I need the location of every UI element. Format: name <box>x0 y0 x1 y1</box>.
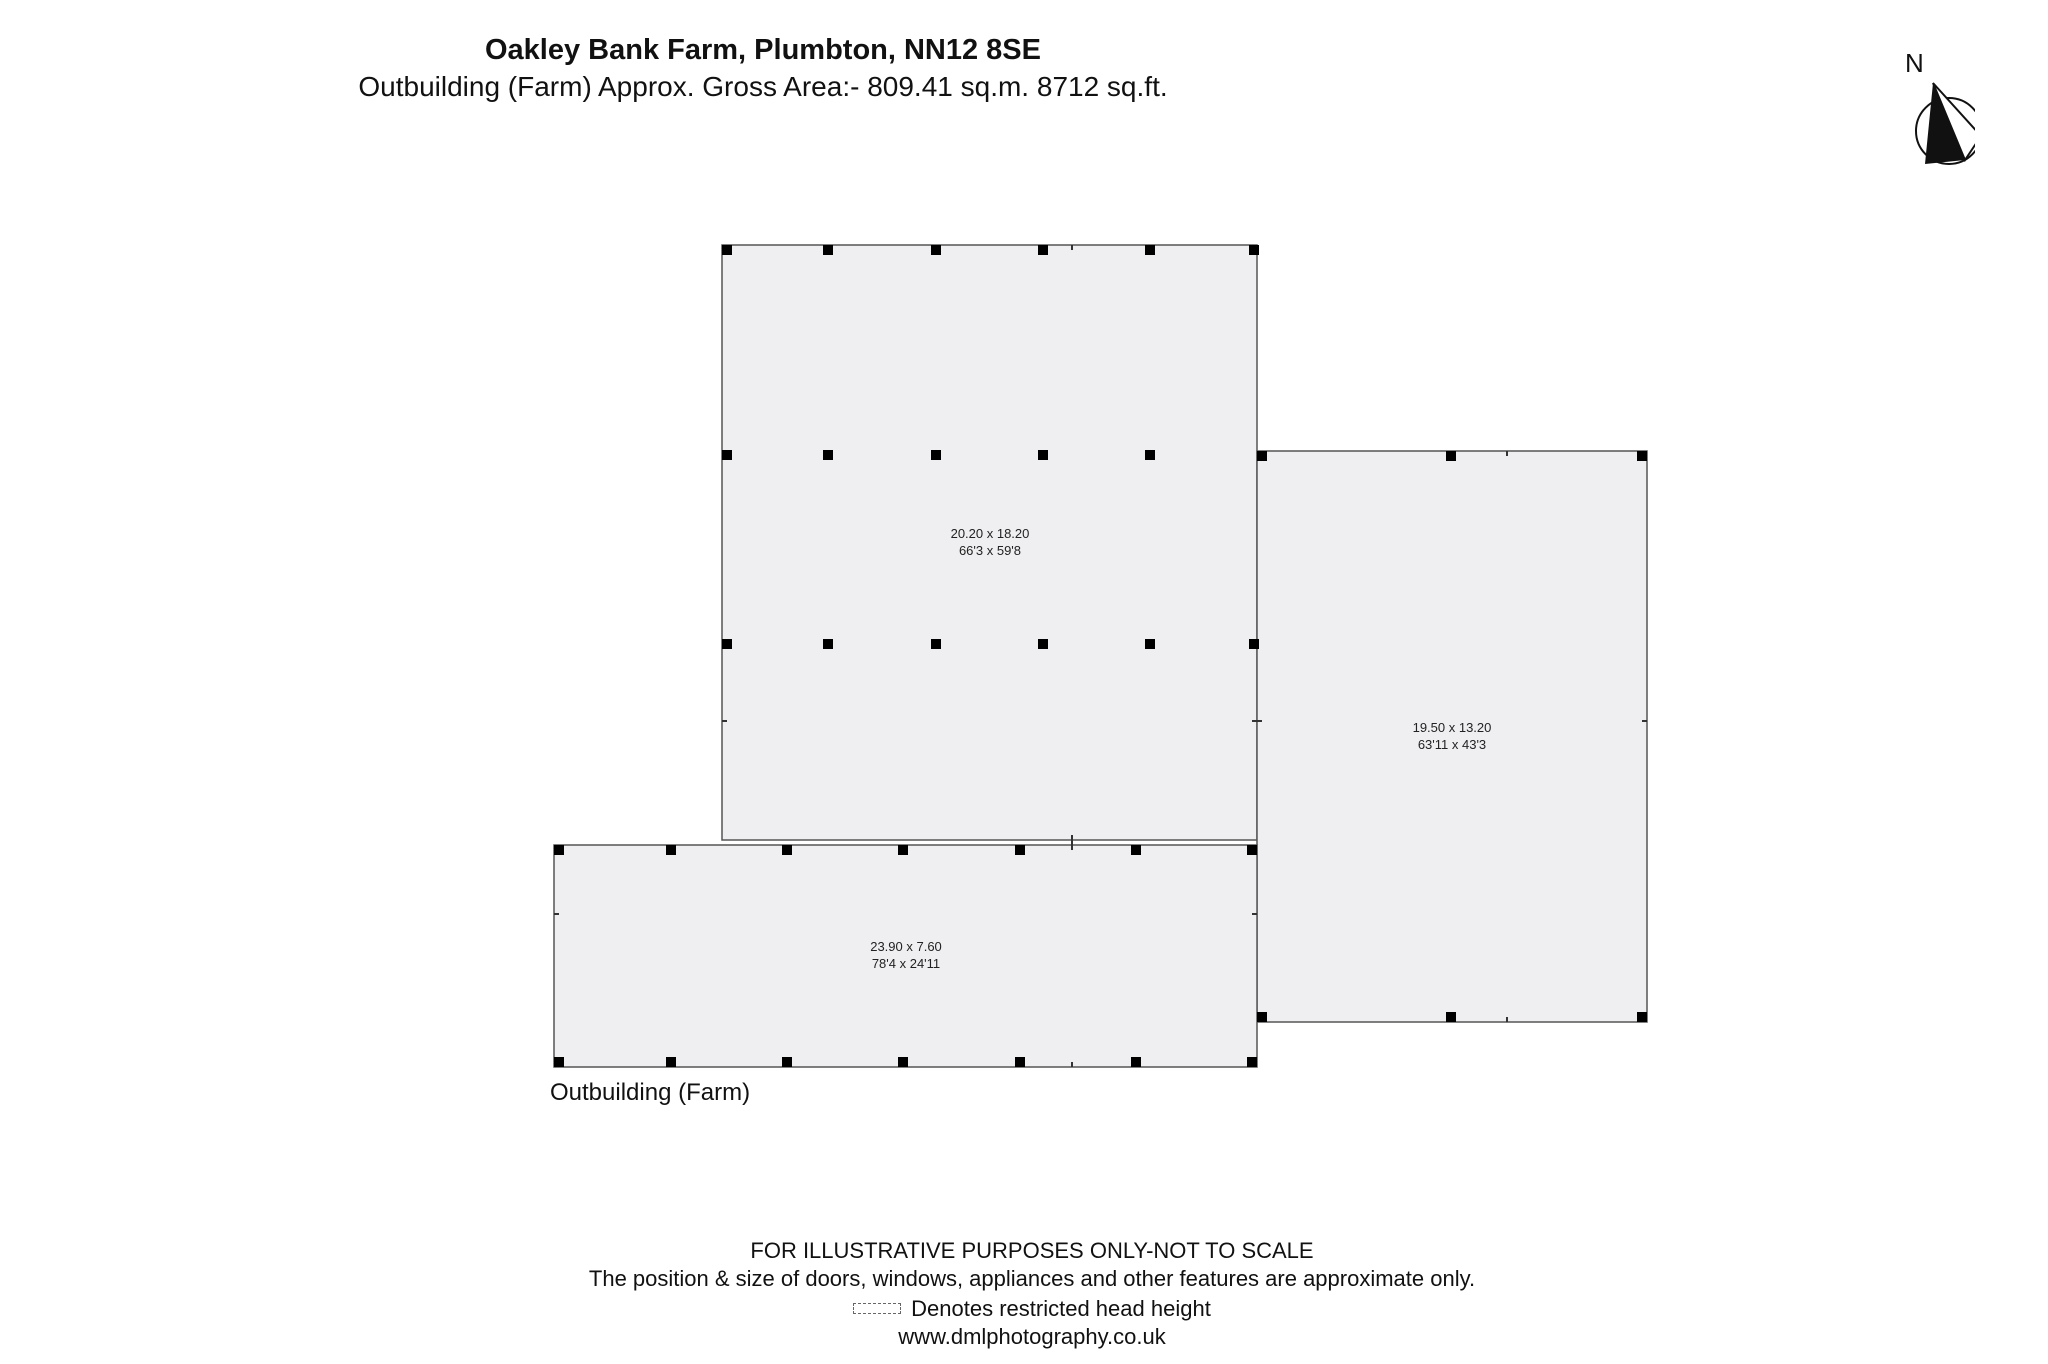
main-barn <box>722 245 1257 840</box>
gross-area-subtitle: Outbuilding (Farm) Approx. Gross Area:- 809.41 sq.m. 8712 sq.ft. <box>358 71 1168 102</box>
plan-caption: Outbuilding (Farm) <box>550 1079 751 1106</box>
main-barn-metric: 20.20 x 18.20 <box>950 526 1030 541</box>
east-barn-imperial: 63'11 x 43'3 <box>1417 737 1487 752</box>
east-barn-metric: 19.50 x 13.20 <box>1412 720 1492 735</box>
east-barn <box>1257 451 1647 1022</box>
legend-text: Denotes restricted head height <box>911 1295 1211 1321</box>
north-label: N <box>1905 48 1924 78</box>
south-barn-metric: 23.90 x 7.60 <box>870 939 942 954</box>
footer <box>0 1237 2048 1351</box>
south-barn-imperial: 78'4 x 24'11 <box>871 956 941 971</box>
main-barn-imperial: 66'3 x 59'8 <box>958 543 1022 558</box>
legend <box>0 1293 2048 1323</box>
disclaimer-text: FOR ILLUSTRATIVE PURPOSES ONLY-NOT TO SCALE <box>750 1238 1314 1263</box>
south-barn <box>554 845 1257 1067</box>
approximation-note: The position & size of doors, windows, appliances and other features are approximate only. <box>588 1266 1476 1291</box>
plan-title: Oakley Bank Farm, Plumbton, NN12 8SE <box>484 34 1041 66</box>
website-text: www.dmlphotography.co.uk <box>898 1323 1166 1349</box>
restricted-height-swatch <box>853 1303 901 1314</box>
